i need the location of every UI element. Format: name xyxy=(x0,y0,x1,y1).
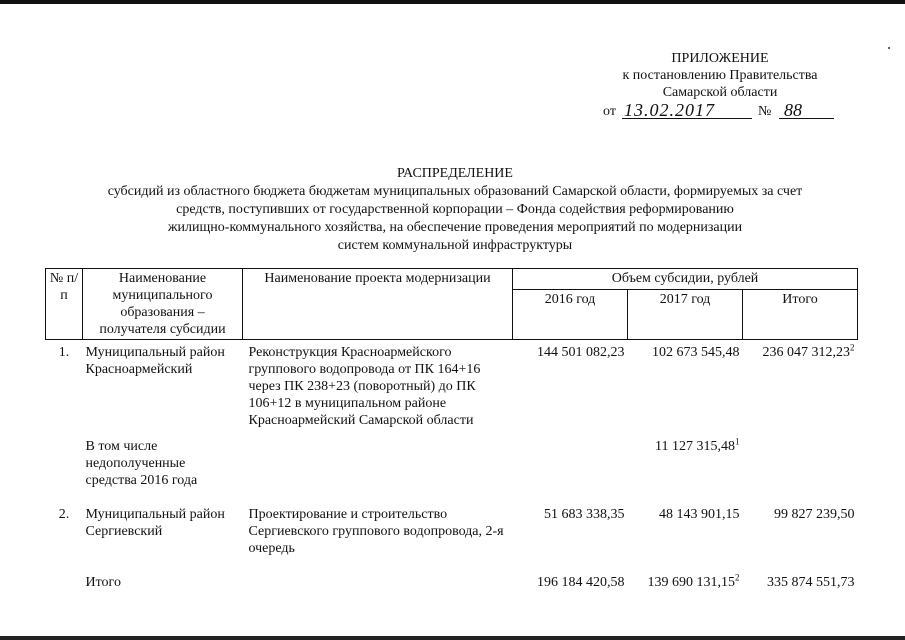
appendix-block xyxy=(560,50,880,101)
subsidy-table xyxy=(45,268,858,592)
row-2017-value: 11 127 315,48 xyxy=(655,439,735,454)
scan-speck xyxy=(888,47,890,49)
bottom-scan-border xyxy=(0,636,905,640)
appendix-title: ПРИЛОЖЕНИЕ xyxy=(671,51,769,66)
heading-subtitle-4: систем коммунальной инфраструктуры xyxy=(337,238,573,253)
appendix-line-1: к постановлению Правительства xyxy=(622,68,818,83)
heading-subtitle-2: средств, поступивших от государственной корпорации – Фонда содействия реформированию xyxy=(176,202,734,217)
heading-title: РАСПРЕДЕЛЕНИЕ xyxy=(397,166,513,181)
row-project xyxy=(243,437,513,505)
row-total-footnote: 2 xyxy=(850,342,855,353)
row-total xyxy=(743,340,858,438)
row-municipality: Муниципальный район Красноармейский xyxy=(85,345,225,377)
subsidy-table-wrap xyxy=(45,268,857,592)
row-num: 2. xyxy=(58,507,70,522)
totals-2017-value: 139 690 131,15 xyxy=(647,575,735,590)
row-2016 xyxy=(513,437,628,505)
row-2017-footnote: 1 xyxy=(735,436,740,447)
row-num xyxy=(46,437,83,505)
row-2016: 51 683 338,35 xyxy=(544,507,625,522)
header-num: № п/п xyxy=(46,269,83,340)
totals-label: Итого xyxy=(85,575,121,590)
totals-total: 335 874 551,73 xyxy=(767,575,855,590)
heading-subtitle-3: жилищно-коммунального хозяйства, на обеспечение проведения мероприятий по модернизации xyxy=(167,220,743,235)
row-2017 xyxy=(628,437,743,505)
header-total: Итого xyxy=(743,290,858,340)
table-row xyxy=(46,437,858,505)
header-project: Наименование проекта модернизации xyxy=(243,269,513,340)
document-number: 88 xyxy=(779,99,834,119)
top-scan-border xyxy=(0,0,905,4)
heading-subtitle-1: субсидий из областного бюджета бюджетам муниципальных образований Самарской области, формируемых за счет xyxy=(107,184,803,199)
row-total-value: 236 047 312,23 xyxy=(762,345,851,360)
row-project: Проектирование и строительство Сергиевского группового водопровода, 2-я очередь xyxy=(248,507,504,556)
appendix-line-2: Самарской области xyxy=(662,85,778,100)
table-row xyxy=(46,340,858,438)
row-total xyxy=(743,437,858,505)
document-date-number xyxy=(603,99,843,121)
totals-2016: 196 184 420,58 xyxy=(537,575,625,590)
number-label: № xyxy=(758,104,772,119)
row-num: 1. xyxy=(58,345,70,360)
row-2016: 144 501 082,23 xyxy=(537,345,625,360)
header-2017: 2017 год xyxy=(628,290,743,340)
totals-num xyxy=(46,573,83,592)
header-volume: Объем субсидии, рублей xyxy=(513,269,858,290)
table-header-row xyxy=(46,269,858,290)
document-date: 13.02.2017 xyxy=(622,99,752,119)
totals-2017-footnote: 2 xyxy=(735,572,740,583)
header-2016: 2016 год xyxy=(513,290,628,340)
row-total: 99 827 239,50 xyxy=(774,507,855,522)
table-totals-row xyxy=(46,573,858,592)
header-municipality: Наименование муниципального образования – получателя субсидии xyxy=(83,269,243,340)
row-municipality: Муниципальный район Сергиевский xyxy=(85,507,225,539)
row-municipality: В том числе недополученные средства 2016 года xyxy=(85,439,198,488)
date-prefix: от xyxy=(603,104,616,119)
row-project: Реконструкция Красноармейского группового водопровода от ПК 164+16 через ПК 238+23 (поворотный) до ПК 106+12 в муниципальном районе Красноармейский Самарской области xyxy=(248,345,481,428)
table-row xyxy=(46,505,858,573)
document-heading xyxy=(60,165,850,255)
row-2017: 102 673 545,48 xyxy=(652,345,740,360)
totals-project xyxy=(243,573,513,592)
totals-2017 xyxy=(628,573,743,592)
row-2017: 48 143 901,15 xyxy=(659,507,740,522)
